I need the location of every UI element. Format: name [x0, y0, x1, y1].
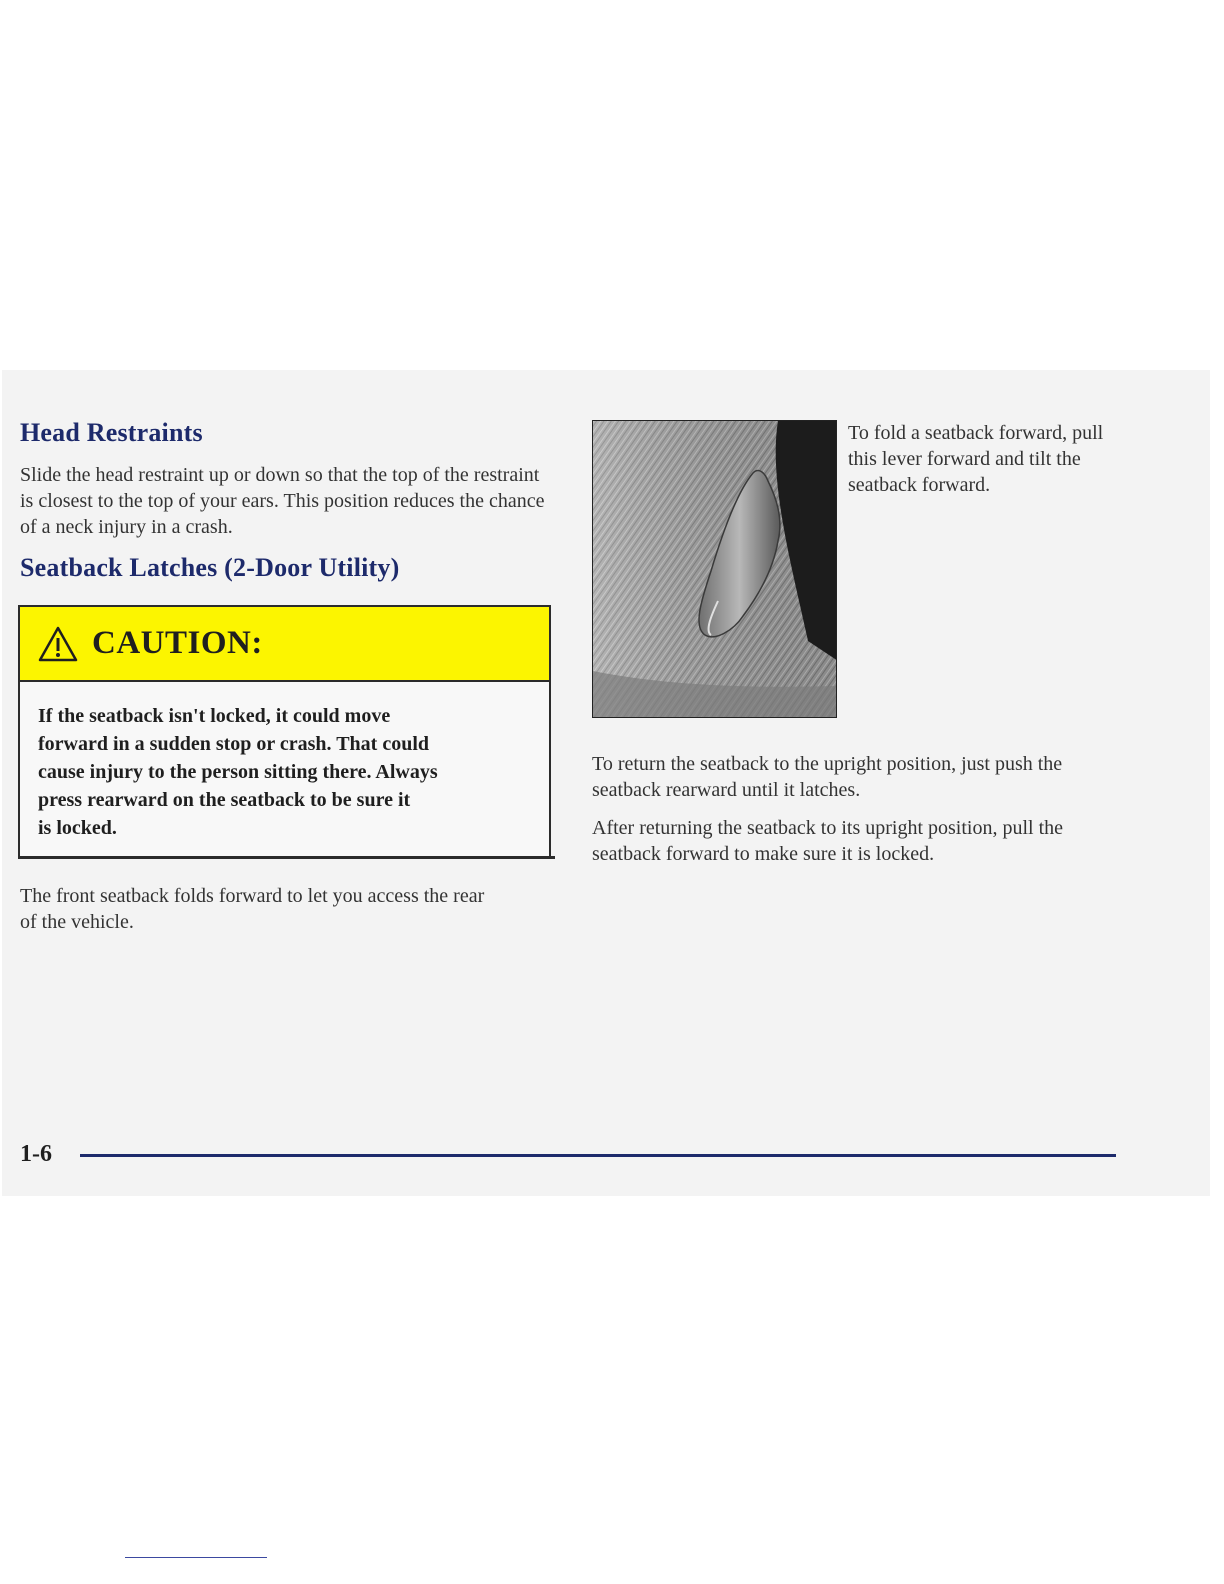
- bottom-rule: [125, 1557, 267, 1558]
- seatback-lever-photo: [592, 420, 837, 718]
- caution-line: is locked.: [38, 817, 117, 839]
- warning-triangle-icon: [38, 626, 78, 662]
- caution-header: [20, 607, 549, 682]
- after-returning-text: After returning the seatback to its upright position, pull the seatback forward to make sure it is locked.: [592, 817, 1064, 865]
- return-seatback-text: To return the seatback to the upright position, just push the seatback rearward until it latches.: [592, 753, 1063, 801]
- caution-line: If the seatback isn't locked, it could move: [38, 705, 391, 727]
- photo-caption: To fold a seatback forward, pull this lever forward and tilt the seatback forward.: [848, 422, 1104, 496]
- head-restraints-body: Slide the head restraint up or down so that the top of the restraint is closest to the top of your ears. This position reduces the chance of a neck injury in a crash.: [20, 464, 545, 538]
- caution-line: forward in a sudden stop or crash. That could: [38, 733, 429, 755]
- caution-line: press rearward on the seatback to be sure it: [38, 789, 411, 811]
- footer-rule: [80, 1154, 1116, 1157]
- caution-body: [20, 682, 549, 842]
- seatback-latches-heading: Seatback Latches (2-Door Utility): [20, 553, 400, 582]
- page-number: 1-6: [20, 1141, 52, 1167]
- caution-line: cause injury to the person sitting there. Always: [38, 761, 438, 783]
- front-seatback-text: The front seatback folds forward to let you access the rear of the vehicle.: [20, 885, 485, 933]
- caution-bottom-bar: [18, 856, 555, 859]
- caution-title: CAUTION:: [92, 625, 263, 661]
- seatback-lever-illustration: [593, 421, 837, 718]
- head-restraints-heading: Head Restraints: [20, 418, 203, 447]
- caution-box: [18, 605, 551, 858]
